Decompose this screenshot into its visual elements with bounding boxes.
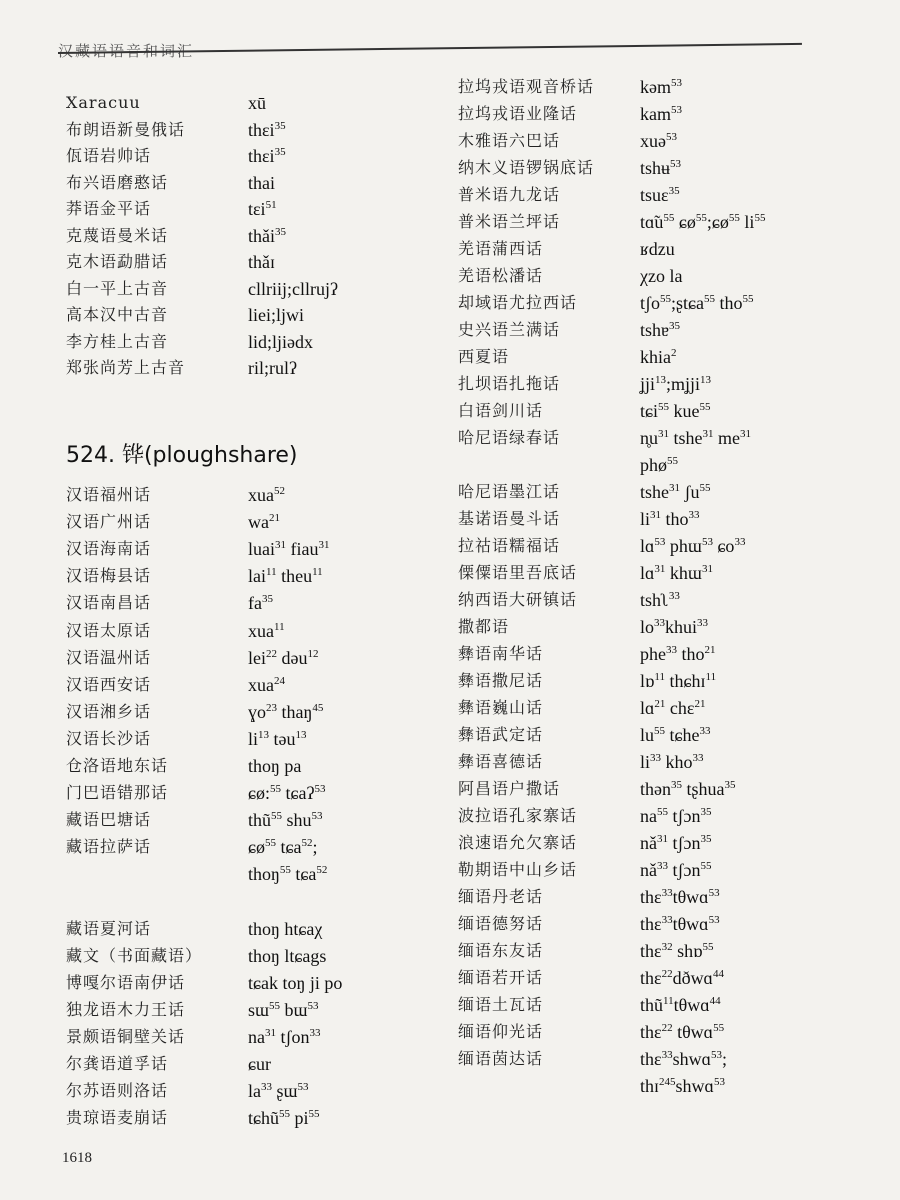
language-name: 缅语丹老话 [458, 887, 544, 906]
word-form: $lo^{33}khui^{33}$ [640, 617, 709, 637]
language-name: 纳西语大研镇话 [458, 590, 578, 609]
word-form: $li^{33}$ kho$^{33}$ [640, 752, 704, 772]
entry-row [458, 479, 838, 505]
language-name: 基诺语曼斗话 [458, 509, 561, 528]
entry-row [458, 155, 838, 181]
word-form: xua$^{52}$ [248, 485, 285, 505]
language-name: 拉坞戎语业隆话 [458, 104, 578, 123]
language-name: 缅语茵达话 [458, 1049, 544, 1068]
language-name: 藏文（书面藏语） [66, 945, 203, 965]
entry-row [458, 209, 838, 235]
word-form: thɛ$^{33}$tθwɑ$^{53}$ [640, 914, 720, 934]
language-name: 勒期语中山乡话 [458, 860, 578, 879]
language-name: 博嘎尔语南伊话 [66, 972, 186, 992]
section-heading: 524. 铧(ploughshare) [66, 443, 298, 468]
entry-row [66, 355, 446, 381]
language-name: 缅语德努话 [458, 914, 544, 933]
language-name: 尔苏语则洛话 [66, 1081, 169, 1101]
language-name: 汉语海南话 [66, 539, 152, 559]
word-form: phø$^{55}$ [640, 455, 678, 475]
language-name: 景颇语铜壁关话 [66, 1027, 186, 1046]
entry-row [66, 1105, 446, 1131]
language-name: 羌语蒲西话 [458, 239, 544, 258]
entry-row [458, 614, 838, 640]
language-name: 木雅语六巴话 [458, 131, 561, 150]
entry-row [458, 290, 838, 316]
word-form: thoŋ htɕaχ [248, 918, 323, 939]
entry-row [66, 249, 446, 275]
word-form: thoŋ$^{55}$ tɕa$^{52}$ [248, 864, 328, 885]
entry-row [458, 182, 838, 208]
language-name: 汉语太原话 [66, 620, 152, 640]
entry-row [458, 587, 838, 613]
word-form: ʁdzu [640, 239, 675, 259]
entry-row [458, 344, 838, 370]
entry-row [458, 74, 838, 100]
word-form: χzo la [640, 266, 683, 286]
entry-row [66, 726, 446, 752]
entry-row [66, 1078, 446, 1104]
entry-row [458, 128, 838, 154]
entry-row [66, 170, 446, 196]
language-name: 缅语仰光话 [458, 1022, 544, 1041]
entry-row [66, 699, 446, 725]
language-name: 布兴语磨憨话 [66, 172, 169, 192]
entry-row [458, 533, 838, 559]
language-name: 彝语南华话 [458, 644, 544, 663]
entry-row [66, 117, 446, 143]
entry-row [66, 780, 446, 806]
word-form: lai$^{11}$ theu$^{11}$ [248, 566, 323, 587]
word-form: thɛi$^{35}$ [248, 146, 286, 166]
language-name: 普米语九龙话 [458, 185, 561, 204]
language-name: 史兴语兰满话 [458, 320, 561, 339]
entry-row [66, 861, 446, 887]
entry-row [458, 803, 838, 829]
entry-row [458, 857, 838, 883]
entry-row [458, 263, 838, 289]
entry-row [66, 753, 446, 779]
word-form: lɑ$^{21}$ chɛ$^{21}$ [640, 698, 706, 718]
word-form: sɯ$^{55}$ bɯ$^{53}$ [248, 999, 319, 1020]
language-name: 白语剑川话 [458, 401, 544, 420]
entry-row [66, 672, 446, 698]
entry-row [458, 641, 838, 667]
word-form: tshʉ$^{53}$ [640, 158, 682, 178]
entry-row [66, 943, 446, 969]
word-form: xū [248, 93, 266, 113]
word-form: lid;ljiədx [248, 331, 313, 352]
entry-row [458, 1073, 838, 1099]
entry-row [458, 371, 838, 397]
word-form: ɣo$^{23}$ thaŋ$^{45}$ [248, 701, 324, 722]
word-form: ɕur [248, 1054, 271, 1075]
word-form: tshɐ$^{35}$ [640, 320, 680, 340]
word-form: cllriij;cllrujʔ [248, 278, 338, 299]
language-name: 扎坝语扎拖话 [458, 374, 561, 393]
language-name: 哈尼语绿春话 [458, 428, 561, 447]
language-name: 阿昌语户撒话 [458, 779, 561, 798]
language-name: 佤语岩帅话 [66, 146, 152, 165]
entry-row [458, 101, 838, 127]
word-form: xuə$^{53}$ [640, 131, 677, 151]
language-name: 克木语勐腊话 [66, 252, 169, 271]
entry-row [458, 398, 838, 424]
word-form: tʃo$^{55}$;ʂtɕa$^{55}$ tho$^{55}$ [640, 293, 754, 313]
entry-row [458, 425, 838, 451]
language-name: 汉语梅县话 [66, 566, 152, 586]
word-form: thai [248, 172, 275, 193]
word-form: $nǎ^{33}$ tʃɔn$^{55}$ [640, 860, 712, 880]
word-form: thɪ$^{245}$shwɑ$^{53}$ [640, 1076, 725, 1096]
word-form: ɕø$^{55}$ tɕa$^{52}$; [248, 837, 318, 858]
word-form: thɛ$^{33}$shwɑ$^{53}$; [640, 1049, 727, 1069]
entry-row [66, 196, 446, 222]
language-name: 西夏语 [458, 347, 510, 366]
language-name: 浪速语允欠寨话 [458, 833, 578, 852]
entry-row [458, 1019, 838, 1045]
word-form: phe$^{33}$ tho$^{21}$ [640, 644, 716, 664]
language-name: 拉祜语糯福话 [458, 536, 561, 555]
word-form: thǎi$^{35}$ [248, 225, 286, 246]
entry-row [66, 916, 446, 942]
word-form: thən$^{35}$ tʂhua$^{35}$ [640, 779, 736, 799]
word-form: tsuɛ$^{35}$ [640, 185, 680, 205]
word-form: $na^{31}$ tʃon$^{33}$ [248, 1027, 321, 1047]
language-name: 汉语西安话 [66, 674, 152, 694]
page-number: 1618 [62, 1150, 92, 1166]
word-form: thɛ$^{32}$ shɒ$^{55}$ [640, 941, 714, 961]
language-name: 汉语广州话 [66, 512, 152, 532]
language-name: 贵琼语麦崩话 [66, 1108, 169, 1128]
language-name: 郑张尚芳上古音 [66, 358, 186, 377]
entry-row [458, 938, 838, 964]
language-name: 莽语金平话 [66, 199, 152, 218]
language-name: 缅语土瓦话 [458, 995, 544, 1014]
entry-row [458, 695, 838, 721]
word-form: kam$^{53}$ [640, 104, 682, 124]
language-name: 汉语南昌话 [66, 593, 152, 613]
word-form: liei;ljwi [248, 305, 304, 325]
entry-row [458, 776, 838, 802]
word-form: thɛ$^{22}$ tθwɑ$^{55}$ [640, 1022, 725, 1042]
word-form: tɛi$^{51}$ [248, 199, 277, 219]
word-form: lɒ$^{11}$ thɕhɪ$^{11}$ [640, 671, 717, 691]
language-name: 哈尼语墨江话 [458, 482, 561, 501]
word-form: $la^{33}$ ʂɯ$^{53}$ [248, 1081, 309, 1102]
word-form: thɛi$^{35}$ [248, 119, 286, 140]
word-form: luai$^{31}$ fiau$^{31}$ [248, 539, 330, 560]
entry-row [458, 911, 838, 937]
entry-row [458, 992, 838, 1018]
word-form: tshʅ$^{33}$ [640, 590, 680, 610]
language-name: 却域语尤拉西话 [458, 293, 578, 312]
language-name: 汉语福州话 [66, 485, 152, 504]
word-form: $n̥u^{31}$ tshe$^{31}$ $me^{31}$ [640, 428, 751, 448]
entry-row [458, 722, 838, 748]
word-form: $na^{55}$ tʃɔn$^{35}$ [640, 806, 712, 826]
language-name: 布朗语新曼俄话 [66, 119, 186, 139]
word-form: tɕhũ$^{55}$ $pi^{55}$ [248, 1108, 320, 1129]
entry-row [66, 509, 446, 535]
entry-row [458, 830, 838, 856]
language-name: 李方桂上古音 [66, 331, 169, 351]
word-form: $fa^{35}$ [248, 593, 273, 614]
language-name: 拉坞戎语观音桥话 [458, 77, 595, 96]
entry-row [458, 1046, 838, 1072]
language-name: 门巴语错那话 [66, 783, 169, 803]
word-form: lɑ$^{53}$ phɯ$^{53}$ ɕo$^{33}$ [640, 536, 746, 556]
language-name: 撒都语 [458, 617, 510, 636]
language-name: 汉语湘乡话 [66, 701, 152, 721]
word-form: khia$^2$ [640, 347, 677, 367]
language-name: 汉语长沙话 [66, 728, 152, 748]
entry-row [458, 560, 838, 586]
word-form: $li^{31}$ tho$^{33}$ [640, 509, 700, 529]
entry-row [66, 590, 446, 616]
language-name: 纳木义语锣锅底话 [458, 158, 595, 177]
entry-row [66, 970, 446, 996]
word-form: $lu^{55}$ tɕhe$^{33}$ [640, 725, 711, 745]
word-form: tɕi$^{55}$ kue$^{55}$ [640, 401, 711, 421]
entry-row [66, 807, 446, 833]
entry-row [66, 536, 446, 562]
language-name: 羌语松潘话 [458, 266, 544, 285]
entry-row [66, 1024, 446, 1050]
language-name: 藏语夏河话 [66, 918, 152, 938]
running-header: 汉藏语语音和词汇 [58, 42, 195, 60]
language-name: 傈僳语里吾底话 [458, 563, 578, 582]
language-name: Xaracuu [66, 93, 141, 112]
entry-row [66, 563, 446, 589]
entry-row [458, 965, 838, 991]
entry-row [458, 452, 838, 478]
language-name: 普米语兰坪话 [458, 212, 561, 231]
entry-row [458, 749, 838, 775]
word-form: xua$^{11}$ [248, 620, 285, 641]
entry-row [66, 1051, 446, 1077]
word-form: lei$^{22}$ dəu$^{12}$ [248, 647, 319, 668]
word-form: $wa^{21}$ [248, 512, 280, 533]
entry-row [458, 668, 838, 694]
word-form: thũ$^{55}$ shu$^{53}$ [248, 810, 323, 831]
language-name: 彝语撒尼话 [458, 671, 544, 690]
word-form: lɑ$^{31}$ khɯ$^{31}$ [640, 563, 713, 583]
language-name: 缅语东友话 [458, 941, 544, 960]
entry-row [66, 645, 446, 671]
entry-row [66, 302, 446, 328]
language-name: 独龙语木力王话 [66, 999, 186, 1019]
language-name: 汉语温州话 [66, 647, 152, 667]
entry-row [66, 329, 446, 355]
entry-row [458, 506, 838, 532]
entry-row [66, 276, 446, 302]
entry-row [66, 889, 446, 915]
entry-row [66, 482, 446, 508]
language-name: 白一平上古音 [66, 278, 169, 298]
language-name: 缅语若开话 [458, 968, 544, 987]
language-name: 藏语巴塘话 [66, 810, 152, 830]
entry-row [66, 618, 446, 644]
entry-row [66, 90, 446, 116]
word-form: $tɑ̃u^{55}$ ɕø$^{55}$;ɕø$^{55}$ $li^{55}$ [640, 212, 766, 232]
word-form: thoŋ ltɕags [248, 945, 327, 966]
language-name: 尔龚语道孚话 [66, 1054, 169, 1074]
language-name: 藏语拉萨话 [66, 837, 152, 857]
word-form: tshe$^{31}$ ʃu$^{55}$ [640, 482, 711, 502]
entry-row [458, 317, 838, 343]
language-name: 彝语喜德话 [458, 752, 544, 771]
word-form: thɛ$^{33}$tθwɑ$^{53}$ [640, 887, 720, 907]
language-name: 高本汉中古音 [66, 305, 169, 324]
entry-row [66, 997, 446, 1023]
entry-row [458, 236, 838, 262]
word-form: tɕak toŋ ji po [248, 972, 343, 993]
entry-row [66, 223, 446, 249]
word-form: ril;rulʔ [248, 358, 297, 378]
language-name: 仓洛语地东话 [66, 756, 169, 775]
word-form: ɕø:$^{55}$ tɕaʔ$^{53}$ [248, 783, 326, 804]
entry-row [66, 143, 446, 169]
word-form: kəm$^{53}$ [640, 77, 682, 97]
language-name: 波拉语孔家寨话 [458, 806, 578, 825]
word-form: $li^{13}$ təu$^{13}$ [248, 728, 307, 749]
word-form: xua$^{24}$ [248, 674, 285, 695]
word-form: thũ$^{11}$tθwɑ$^{44}$ [640, 995, 721, 1015]
language-name: 克蔑语曼米话 [66, 225, 169, 245]
entry-row [66, 834, 446, 860]
entry-row [458, 884, 838, 910]
word-form: thɛ$^{22}$dðwɑ$^{44}$ [640, 968, 724, 988]
word-form: $nǎ^{31}$ tʃɔn$^{35}$ [640, 833, 712, 853]
word-form: thǎɪ [248, 252, 275, 272]
language-name: 彝语巍山话 [458, 698, 544, 717]
language-name: 彝语武定话 [458, 725, 544, 744]
word-form: thoŋ pa [248, 756, 302, 776]
word-form: ʝji$^{13}$;mʝji$^{13}$ [640, 374, 712, 394]
